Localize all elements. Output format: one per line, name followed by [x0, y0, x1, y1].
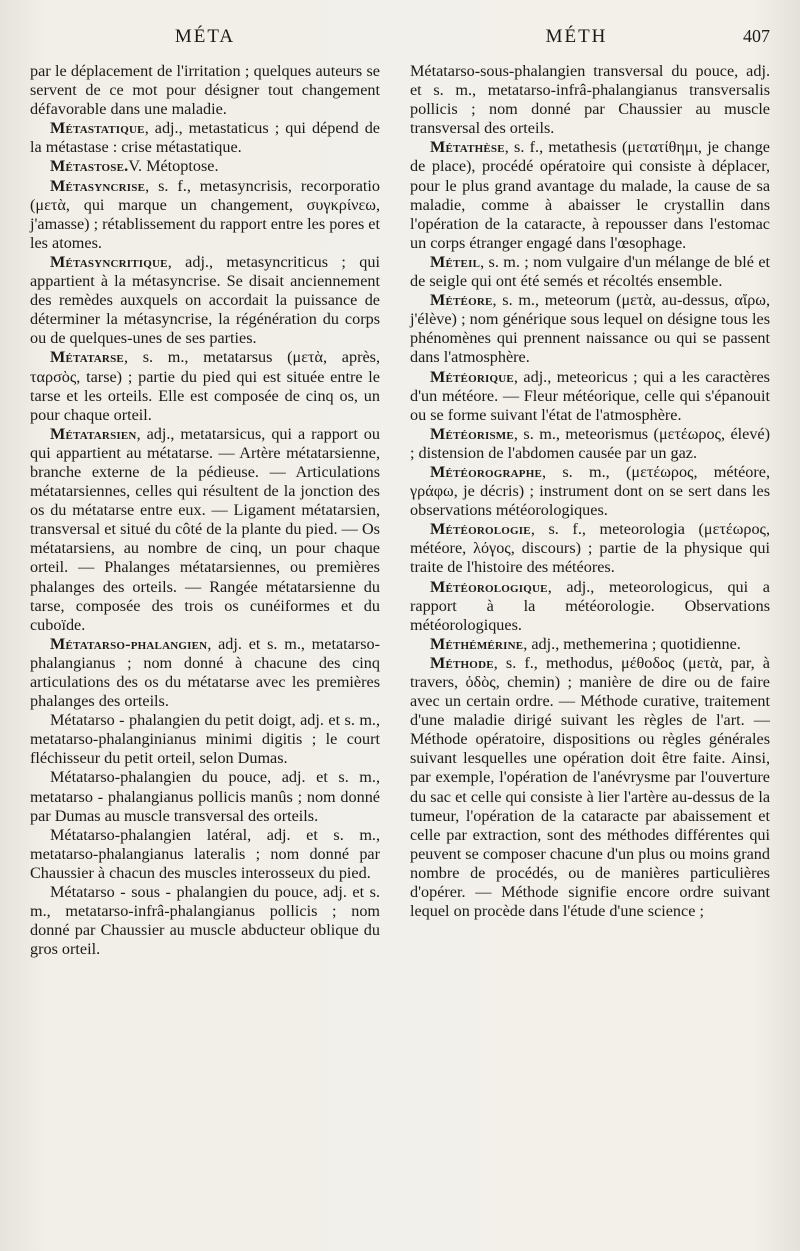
entry-text: Métatarso-sous-phalangien transversal du pouce, adj. et s. m., metatarso-infrâ-phalangianus transversalis pollicis ; nom donné par Chaussier au muscle transversal des orteils. — [410, 62, 770, 138]
entry-meteorique — [410, 368, 770, 425]
entry-headword: Métatarsien — [50, 424, 137, 443]
entry-mtsp-pouce — [30, 883, 380, 959]
entry-headword: Météorologie — [430, 520, 531, 539]
entry-mtp-petit-doigt — [30, 711, 380, 768]
entry-meteorographe — [410, 463, 770, 520]
entry-meteorisme — [410, 425, 770, 463]
entry-headword: Météorique — [430, 367, 514, 386]
entry-text: , adj., methemerina ; quotidienne. — [523, 634, 741, 653]
entry-text: Métatarso - sous - phalangien du pouce, adj. et s. m., metatarso-infrâ-phalangianus pollicis ; nom donné par Chaussier au muscle abducteur oblique du gros orteil. — [30, 883, 380, 959]
right-column — [410, 26, 770, 921]
entry-text: , s. f., metathesis (μετατίθημι, je change de place), procédé opératoire qui consiste à déplacer, pour le plus grand avantage du malade, la cause de sa maladie, comme à abaisser le crystallin dans l'opération de la cataracte, à repousser dans l'estomac un corps étranger engagé dans l'œsophage. — [410, 138, 770, 252]
entry-mtp-lateral — [30, 826, 380, 883]
entry-text: , adj., metastaticus ; qui dépend de la métastase : crise métastatique. — [30, 119, 380, 157]
entry-headword: Métasyncrise — [50, 176, 146, 195]
entry-headword: Métathèse — [430, 138, 505, 157]
entry-text: par le déplacement de l'irritation ; quelques auteurs se servent de ce mot pour désigner tout changement défavorable dans une maladie. — [30, 62, 380, 119]
entry-headword: Métastatique — [50, 119, 145, 138]
entry-headword: Métasyncritique — [50, 252, 168, 271]
entry-meteorologie — [410, 520, 770, 577]
entry-text: , adj., metatarsicus, qui a rapport ou qui appartient au métatarse. — Artère métatarsienne, branche externe de la pédieuse. — Articulations métatarsiennes, celles qui résultent de la jonction des os du métatarse entre eux. — Ligament métatarsien, transversal et situé du côté de la plante du pied. — Os métatarsiens, au nombre de cinq, un pour chaque orteil. — Phalanges métatarsiennes, ou premières phalanges des orteils. — Rangée métatarsienne du tarse, composée des trois os cunéiformes et du cuboïde. — [30, 424, 380, 634]
entry-methode — [410, 654, 770, 921]
entry-text: Métatarso-phalangien latéral, adj. et s. m., metatarso-phalangianus lateralis ; nom donné par Chaussier à chacun des muscles interosseux du pied. — [30, 825, 380, 882]
entry-metatarsien — [30, 425, 380, 635]
entry-text: , s. f., metasyncrisis, recorporatio (μετὰ, qui marque un changement, συγκρίνεω, j'amasse) ; rétablissement du rapport entre les pores et les atomes. — [30, 176, 380, 252]
entry-headword: Météorisme — [430, 424, 514, 443]
left-header — [30, 26, 380, 62]
entry-meteorologique — [410, 578, 770, 635]
page-number: 407 — [743, 26, 770, 46]
entry-text: , s. m., meteorum (μετὰ, au-dessus, αἴρω, j'élève) ; nom générique sous lequel on désigne tous les phénomènes qui prennent naissance ou qui se passent dans l'atmosphère. — [410, 291, 770, 367]
entry-metasyncritique — [30, 253, 380, 348]
entry-headword: Météore — [430, 291, 493, 310]
entry-metatarse — [30, 348, 380, 424]
right-column-body — [410, 62, 770, 921]
entry-headword: Météorographe — [430, 462, 543, 481]
entry-headword: Méteil — [430, 252, 481, 271]
entry-text: , s. m., metatarsus (μετὰ, après, ταρσὸς, tarse) ; partie du pied qui est située entre le tarse et les orteils. Elle est composée de cinq os, un pour chaque orteil. — [30, 348, 380, 424]
running-head-left: MÉTA — [174, 26, 236, 47]
entry-mtsp-transversal — [410, 62, 770, 138]
entry-text: Métatarso-phalangien du pouce, adj. et s. m., metatarso - phalangianus pollicis manûs ; nom donné par Dumas au muscle transversal des orteils. — [30, 768, 380, 825]
entry-metastatique — [30, 119, 380, 157]
entry-text: , s. f., methodus, μέθοδος (μετὰ, par, à travers, ὁδὸς, chemin) ; manière de dire ou de faire avec un certain ordre. — Méthode curative, traitement d'une maladie dirigé suivant les règles de l'art. — Méthode opératoire, dispositions ou règles générales suivant lesquelles une opération doit être faite. Ainsi, par exemple, l'opération de l'anévrysme par l'ouverture du sac et celle qui consiste à lier l'artère au-dessus de la tumeur, l'opération de la cataracte par abaissement et celle par extraction, sont des méthodes différentes qui peuvent se composer chacune d'un plus ou moins grand nombre de procédés, ou de manières particulières d'opérer. — Méthode signifie encore ordre suivant lequel on procède dans l'étude d'une science ; — [410, 653, 770, 921]
entry-text: , s. f., meteorologia (μετέωρος, météore, λόγος, discours) ; partie de la physique qui traite de l'histoire des météores. — [410, 520, 770, 577]
entry-text: , adj., metasyncriticus ; qui appartient à la métasyncrise. Se disait anciennement des remèdes auxquels on accordait la puissance de déterminer la métasyncrise, la régénération du corps ou de quelques-unes de ses parties. — [30, 252, 380, 348]
entry-text: Métatarso - phalangien du petit doigt, adj. et s. m., metatarso-phalanginianus minimi digitis ; le court fléchisseur du petit orteil, selon Dumas. — [30, 711, 380, 768]
entry-mtp-pouce — [30, 768, 380, 825]
entry-text: , adj., meteorologicus, qui a rapport à la météorologie. Observations météorologiques. — [410, 577, 770, 634]
entry-cont-metastase — [30, 62, 380, 119]
entry-headword: Météorologique — [430, 577, 548, 596]
entry-meteore — [410, 291, 770, 367]
left-column-body — [30, 62, 380, 959]
left-column — [30, 26, 380, 959]
entry-headword: Méthode — [430, 653, 494, 672]
entry-headword: Méthémérine — [430, 634, 524, 653]
entry-text: V. Métoptose. — [128, 157, 219, 176]
entry-metatarso-phalangien — [30, 635, 380, 711]
entry-metathese — [410, 138, 770, 253]
entry-methemerine — [410, 635, 770, 654]
right-header — [410, 26, 770, 62]
entry-text: , adj., meteoricus ; qui a les caractères d'un météore. — Fleur météorique, celle qui s'épanouit ou se forme suivant l'état de l'atmosphère. — [410, 367, 770, 424]
entry-headword: Métatarse — [50, 348, 124, 367]
entry-text: , s. m., (μετέωρος, météore, γράφω, je décris) ; instrument dont on se sert dans les observations météorologiques. — [410, 462, 770, 520]
entry-text: , s. m., meteorismus (μετέωρος, élevé) ; distension de l'abdomen causée par un gaz. — [410, 424, 770, 462]
entry-metastose — [30, 157, 380, 176]
entry-headword: Métastose. — [50, 157, 129, 176]
running-head-right: MÉTH — [545, 26, 608, 47]
entry-metasyncrise — [30, 177, 380, 253]
entry-headword: Métatarso-phalangien — [50, 634, 208, 653]
entry-text: , adj. et s. m., metatarso-phalangianus ; nom donné à chacune des cinq articulations des os du métatarse avec les premières phalanges des orteils. — [30, 634, 380, 711]
entry-text: , s. m. ; nom vulgaire d'un mélange de blé et de seigle qui ont été semés et récoltés ensemble. — [410, 252, 770, 291]
entry-meteil — [410, 253, 770, 291]
